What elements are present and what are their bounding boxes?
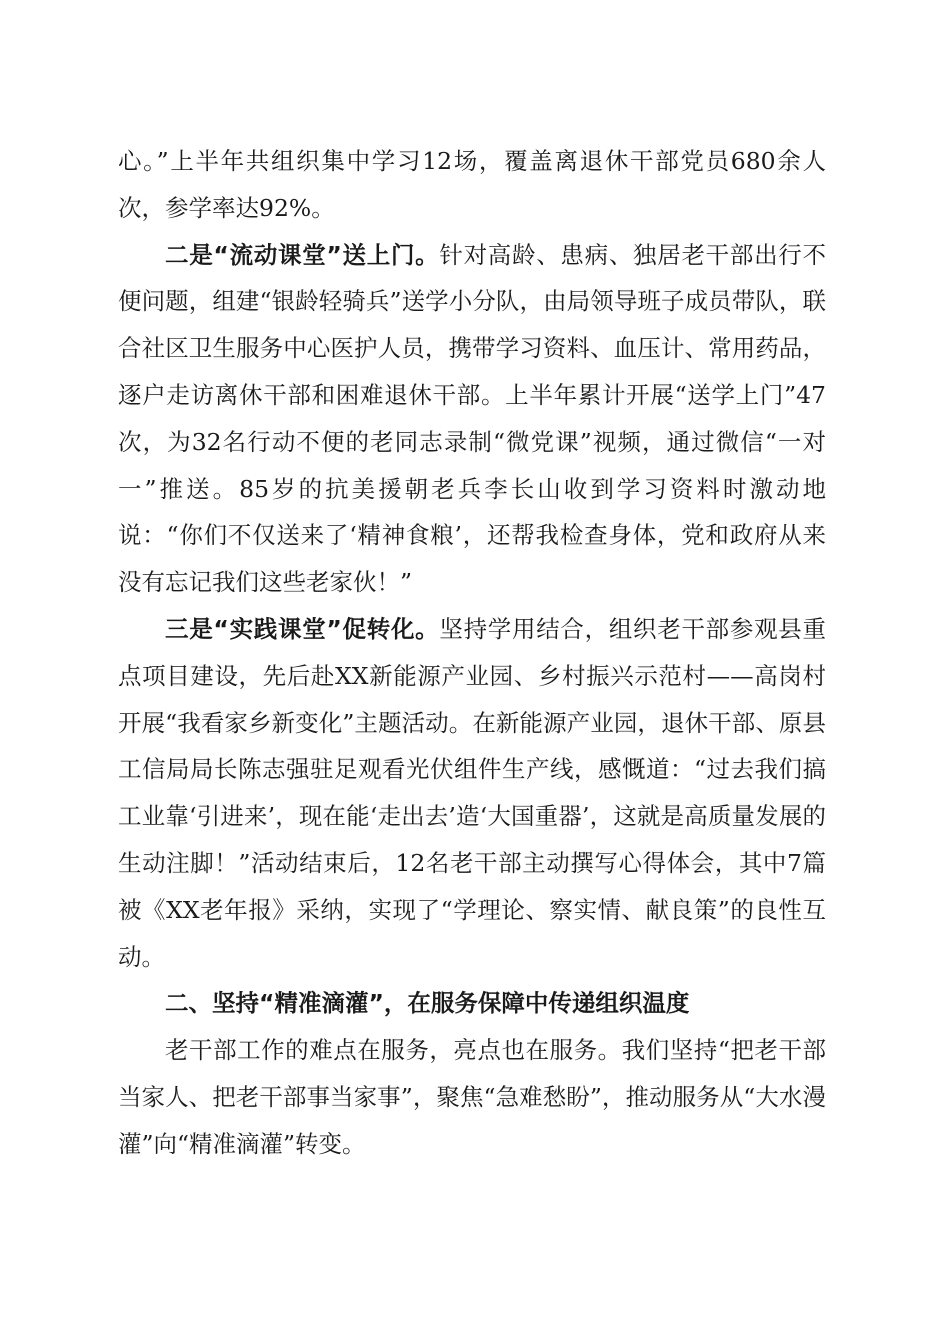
paragraph-lead: 三是“实践课堂”促转化。 [165, 614, 440, 643]
section-heading-text: 二、坚持“精准滴灌”，在服务保障中传递组织温度 [165, 989, 690, 1018]
paragraph-service-intro [118, 1027, 826, 1167]
paragraph-lead: 二是“流动课堂”送上门。 [165, 240, 440, 269]
paragraph-text: 老干部工作的难点在服务，亮点也在服务。我们坚持“把老干部当家人、把老干部事当家事”，聚焦“急难愁盼”，推动服务从“大水漫灌”向“精准滴灌”转变。 [118, 1036, 826, 1158]
paragraph-practice-classroom [118, 606, 826, 980]
section-heading [118, 980, 826, 1027]
document-body [118, 138, 826, 1168]
paragraph-text: 心。”上半年共组织集中学习12场，覆盖离退休干部党员680余人次，参学率达92%。 [118, 147, 826, 222]
paragraph-text: 坚持学用结合，组织老干部参观县重点项目建设，先后赴XX新能源产业园、乡村振兴示范村——高岗村开展“我看家乡新变化”主题活动。在新能源产业园，退休干部、原县工信局局长陈志强驻足观看光伏组件生产线，感慨道：“过去我们搞工业靠‘引进来’，现在能‘走出去’造‘大国重器’，这就是高质量发展的生动注脚！”活动结束后，12名老干部主动撰写心得体会，其中7篇被《XX老年报》采纳，实现了“学理论、察实情、献良策”的良性互动。 [118, 614, 827, 971]
paragraph-mobile-classroom [118, 232, 826, 606]
paragraph-text: 针对高龄、患病、独居老干部出行不便问题，组建“银龄轻骑兵”送学小分队，由局领导班子成员带队，联合社区卫生服务中心医护人员，携带学习资料、血压计、常用药品，逐户走访离休干部和困难退休干部。上半年累计开展“送学上门”47次，为32名行动不便的老同志录制“微党课”视频，通过微信“一对一”推送。85岁的抗美援朝老兵李长山收到学习资料时激动地说：“你们不仅送来了‘精神食粮’，还帮我检查身体，党和政府从来没有忘记我们这些老家伙！” [118, 240, 827, 597]
paragraph-continued [118, 138, 826, 232]
